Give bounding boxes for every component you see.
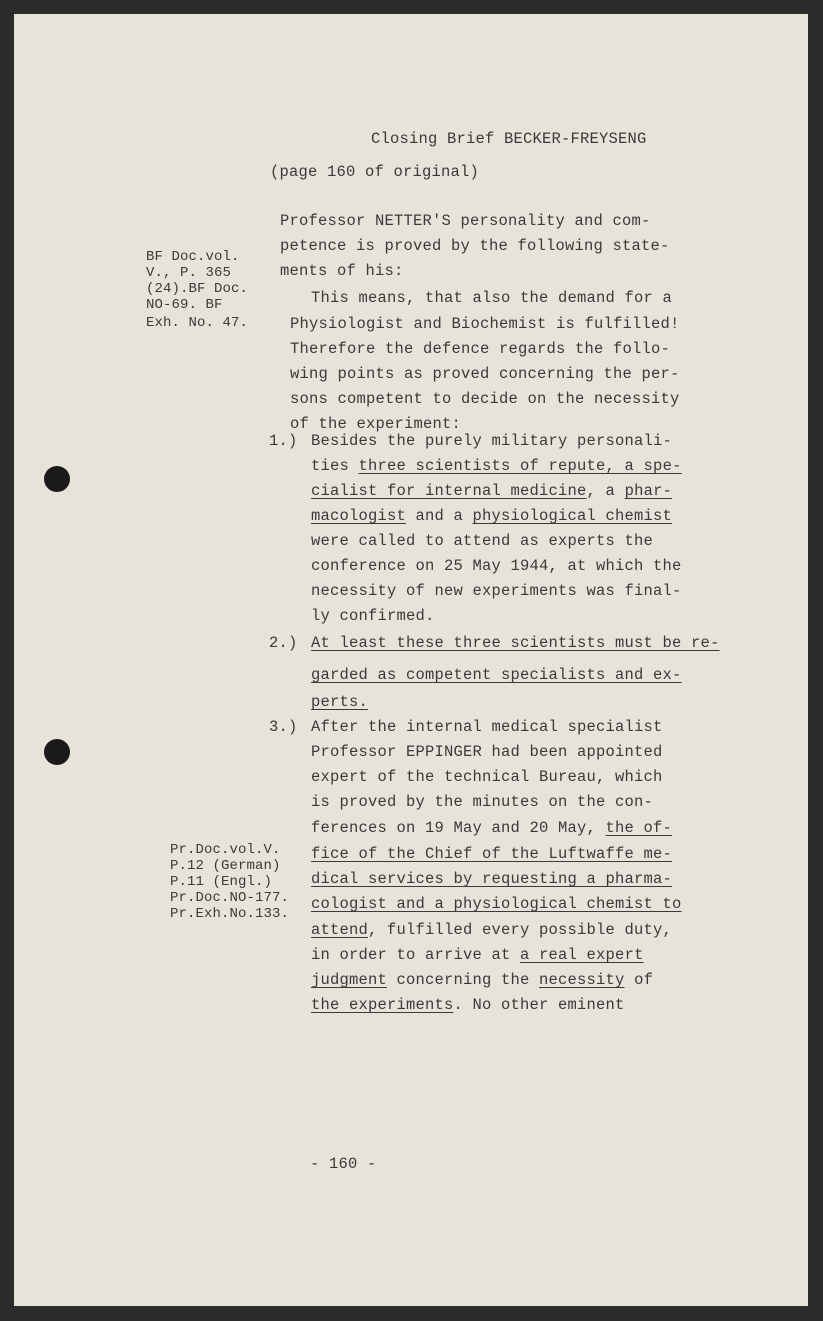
- point-number: 1.): [269, 432, 298, 450]
- page-number: - 160 -: [310, 1155, 377, 1173]
- body-line: macologist and a physiological chemist: [311, 507, 673, 525]
- margin-note-line: Exh. No. 47.: [146, 315, 249, 331]
- body-line: in order to arrive at a real expert: [311, 946, 644, 964]
- body-line: ments of his:: [280, 262, 404, 280]
- body-line: sons competent to decide on the necessity: [290, 390, 680, 408]
- body-line: ly confirmed.: [311, 607, 435, 625]
- body-line: After the internal medical specialist: [311, 718, 663, 736]
- body-line: is proved by the minutes on the con-: [311, 793, 654, 811]
- body-line: attend, fulfilled every possible duty,: [311, 921, 673, 939]
- margin-note-line: (24).BF Doc.: [146, 281, 249, 297]
- page-reference: (page 160 of original): [270, 163, 480, 181]
- punch-hole-bottom: [44, 739, 70, 765]
- body-line: ties three scientists of repute, a spe-: [311, 457, 682, 475]
- document-title: Closing Brief BECKER-FREYSENG: [371, 130, 647, 148]
- margin-note-line: NO-69. BF: [146, 297, 223, 313]
- body-line: Physiologist and Biochemist is fulfilled!: [290, 315, 680, 333]
- body-line: Besides the purely military personali-: [311, 432, 673, 450]
- margin-note-line: V., P. 365: [146, 265, 232, 281]
- margin-note-line: Pr.Exh.No.133.: [170, 906, 290, 922]
- body-line: This means, that also the demand for a: [311, 289, 673, 307]
- body-line: wing points as proved concerning the per-: [290, 365, 680, 383]
- body-line: cialist for internal medicine, a phar-: [311, 482, 673, 500]
- body-line: necessity of new experiments was final-: [311, 582, 682, 600]
- margin-note-line: Pr.Doc.vol.V.: [170, 842, 281, 858]
- body-line: of the experiment:: [290, 415, 462, 433]
- body-line: the experiments. No other eminent: [311, 996, 625, 1014]
- body-line: Professor NETTER'S personality and com-: [280, 212, 651, 230]
- body-line: perts.: [311, 693, 369, 711]
- body-line: expert of the technical Bureau, which: [311, 768, 663, 786]
- body-line: dical services by requesting a pharma-: [311, 870, 673, 888]
- document-page: [14, 14, 808, 1306]
- body-line: cologist and a physiological chemist to: [311, 895, 682, 913]
- body-line: ferences on 19 May and 20 May, the of-: [311, 819, 673, 837]
- body-line: At least these three scientists must be re-: [311, 634, 720, 652]
- body-line: petence is proved by the following state-: [280, 237, 670, 255]
- margin-note-line: P.11 (Engl.): [170, 874, 273, 890]
- punch-hole-top: [44, 466, 70, 492]
- body-line: Professor EPPINGER had been appointed: [311, 743, 663, 761]
- body-line: Therefore the defence regards the follo-: [290, 340, 671, 358]
- margin-note-line: P.12 (German): [170, 858, 281, 874]
- margin-note-line: BF Doc.vol.: [146, 249, 240, 265]
- body-line: judgment concerning the necessity of: [311, 971, 654, 989]
- point-number: 2.): [269, 634, 298, 652]
- point-number: 3.): [269, 718, 298, 736]
- body-line: were called to attend as experts the: [311, 532, 654, 550]
- body-line: garded as competent specialists and ex-: [311, 666, 682, 684]
- body-line: conference on 25 May 1944, at which the: [311, 557, 682, 575]
- margin-note-line: Pr.Doc.NO-177.: [170, 890, 290, 906]
- body-line: fice of the Chief of the Luftwaffe me-: [311, 845, 673, 863]
